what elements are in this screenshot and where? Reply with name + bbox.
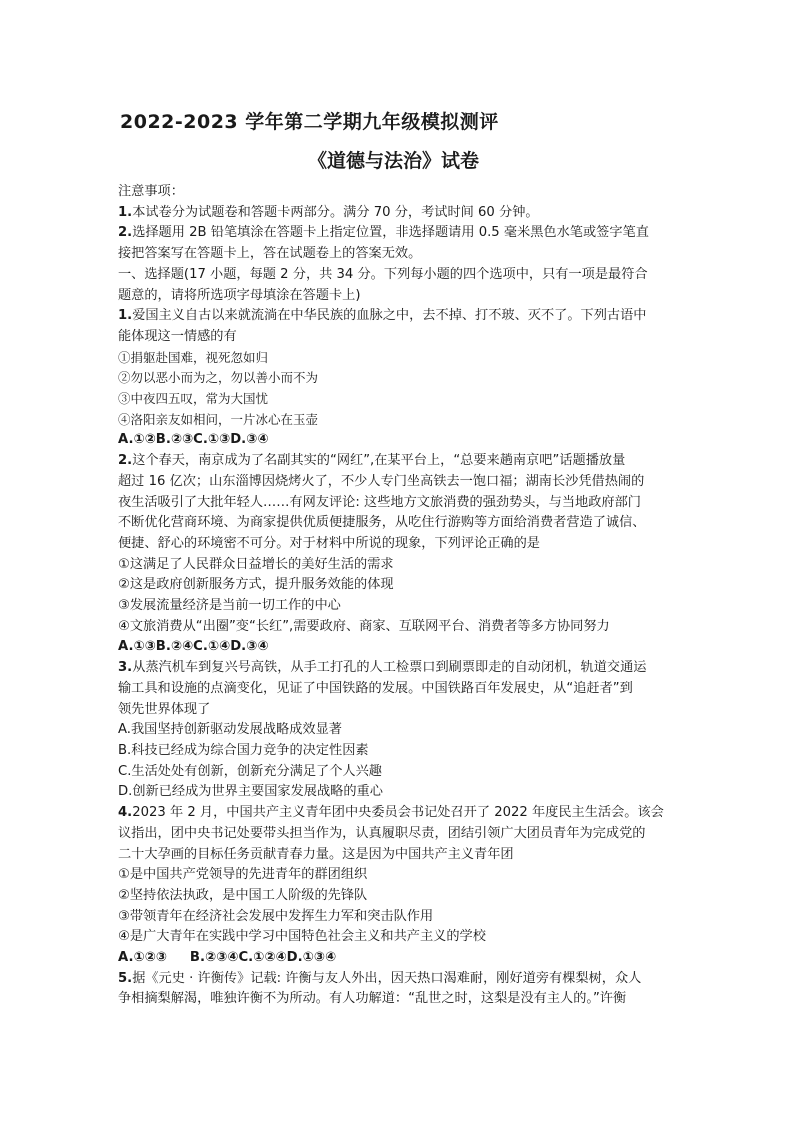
question-3-stem [118, 658, 698, 679]
section-heading: 一、选择题(17 小题，每题 2 分，共 34 分。下列每小题的四个选项中，只有一项是最符合 [118, 266, 648, 282]
question-number: 2. [118, 453, 133, 469]
question-text: 这个春天，南京成为了名副其实的“网红”,在某平台上，“总要来趟南京吧”话题播放量 [132, 453, 626, 469]
question-5-stem [118, 969, 698, 990]
question-1-statement-2: ②勿以恶小而为之，勿以善小而不为 [118, 370, 319, 386]
question-4-stem-cont: 议指出，团中央书记处要带头担当作为，认真履职尽责，团结引领广大团员青年为完成党的 [118, 825, 646, 841]
question-4-stem [118, 803, 698, 824]
question-3-option-a: A.我国坚持创新驱动发展战略成效显著 [118, 722, 342, 738]
question-text: 爱国主义自古以来就流淌在中华民族的血脉之中，去不掉、打不玻、灭不了。下列古语中 [132, 308, 647, 324]
question-3-option-c: C.生活处处有创新，创新充分满足了个人兴趣 [118, 763, 382, 779]
section-heading-cont: 题意的，请将所选项字母填涂在答题卡上) [118, 287, 361, 303]
question-number: 4. [118, 805, 133, 821]
question-2-stem [118, 451, 698, 472]
notice-item-text: 选择题用 2B 铅笔填涂在答题卡上指定位置，非选择题请用 0.5 毫米黑色水笔或签字笔直 [132, 225, 649, 241]
question-2-statement-1: ①这满足了人民群众日益增长的美好生活的需求 [118, 556, 394, 572]
notice-item-2-cont: 接把答案写在答题卡上，答在试题卷上的答案无效。 [118, 246, 422, 262]
question-4-statement-3: ③带领青年在经济社会发展中发挥生力军和突击队作用 [118, 908, 434, 924]
notice-item-1 [118, 203, 698, 224]
question-4-stem-cont: 二十大孕画的目标任务贡献青春力量。这是因为中国共产主义青年团 [118, 846, 514, 862]
question-number: 3. [118, 660, 133, 676]
question-text: 从蒸汽机车到复兴号高铁，从手工打孔的人工检票口到刷票即走的自动闭机，轨道交通运 [132, 660, 647, 676]
exam-title: 2022-2023 学年第二学期九年级模拟测评 [120, 111, 499, 133]
notice-item-2 [118, 223, 698, 244]
question-2-stem-cont: 不断优化营商环境、为商家提供优质便捷服务，从吃住行游购等方面给消费者营造了诚信、 [118, 515, 646, 531]
question-1-options: A.①②B.②③C.①③D.③④ [118, 432, 269, 448]
question-text: 2023 年 2 月，中国共产主义青年团中央委员会书记处召开了 2022 年度民主生活会。该会 [132, 805, 664, 821]
question-1-statement-1: ①捐躯赴国难，视死忽如归 [118, 349, 269, 365]
question-text: 据《元史 · 许衡传》记载: 许衡与友人外出，因天热口渴难耐，刚好道旁有棵梨树，众人 [132, 970, 642, 986]
question-3-option-d: D.创新已经成为世界主要国家发展战略的重心 [118, 784, 383, 800]
question-number: 5. [118, 970, 133, 986]
question-3-stem-cont: 领先世界体现了 [118, 701, 211, 717]
question-4-statement-1: ①是中国共产党领导的先进青年的群团组织 [118, 867, 368, 883]
question-2-statement-4: ④文旅消费从“出圈”变“长红”,需要政府、商家、互联网平台、消费者等多方协同努力 [118, 618, 610, 634]
question-number: 1. [118, 308, 133, 324]
question-1-stem-cont: 能体现这一情感的有 [118, 328, 237, 344]
notice-item-number: 2. [118, 225, 133, 241]
question-2-stem-cont: 超过 16 亿次；山东淄博因烧烤火了，不少人专门坐高铁去一饱口福；湖南长沙凭借热闹的 [118, 473, 645, 489]
question-1-stem [118, 306, 698, 327]
exam-subtitle: 《道德与法治》试卷 [308, 150, 480, 172]
notice-item-text: 本试卷分为试题卷和答题卡两部分。满分 70 分，考试时间 60 分钟。 [132, 204, 539, 220]
question-2-stem-cont: 便捷、舒心的环境密不可分。对于材料中所说的现象，下列评论正确的是 [118, 535, 540, 551]
question-2-options: A.①③B.②④C.①④D.③④ [118, 639, 269, 655]
exam-body [118, 182, 698, 1010]
question-2-stem-cont: 夜生活吸引了大批年轻人……有网友评论: 这些地方文旅消费的强劲势头，与当地政府部门 [118, 494, 641, 510]
question-4-statement-2: ②坚持依法执政，是中国工人阶级的先锋队 [118, 887, 368, 903]
question-5-stem-cont: 争相摘梨解渴，唯独许衡不为所动。有人功解道：“乱世之时，这梨是没有主人的。”许衡 [118, 991, 627, 1007]
notice-heading: 注意事项： [118, 184, 184, 199]
question-1-statement-4: ④洛阳亲友如相问，一片冰心在玉壶 [118, 411, 319, 427]
notice-item-number: 1. [118, 204, 133, 220]
question-3-option-b: B.科技已经成为综合国力竞争的决定性因素 [118, 742, 369, 758]
question-4-options: A.①②③ B.②③④C.①②④D.①③④ [118, 950, 337, 966]
question-2-statement-3: ③发展流量经济是当前一切工作的中心 [118, 598, 341, 614]
question-3-stem-cont: 输工具和设施的点滴变化，见证了中国铁路的发展。中国铁路百年发展史，从“追赶者”到 [118, 680, 633, 696]
question-2-statement-2: ②这是政府创新服务方式，提升服务效能的体现 [118, 577, 394, 593]
question-1-statement-3: ③中夜四五叹，常为大国忧 [118, 391, 269, 407]
question-4-statement-4: ④是广大青年在实践中学习中国特色社会主义和共产主义的学校 [118, 929, 486, 945]
